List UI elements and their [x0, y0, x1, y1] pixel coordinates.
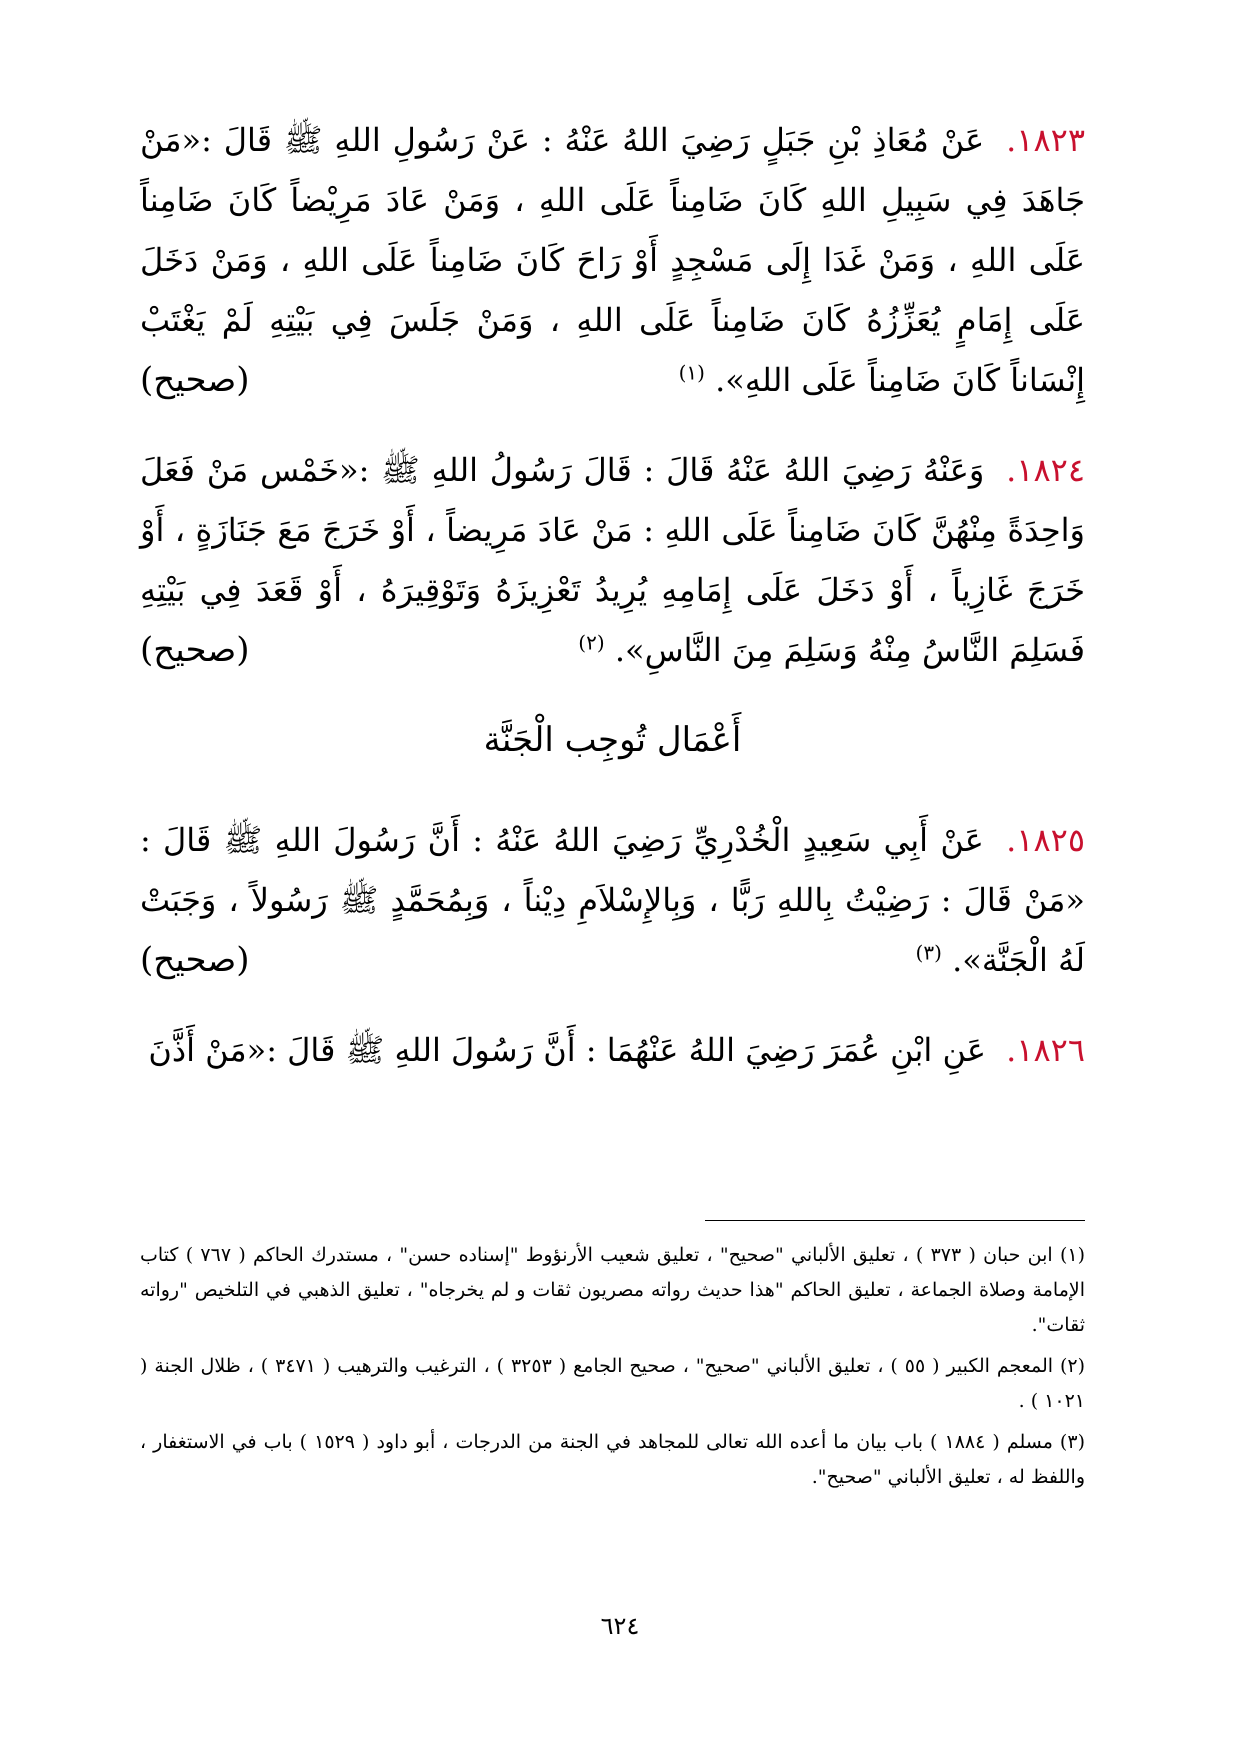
footnote-1: (١) ابن حبان ( ٣٧٣ ) ، تعليق الألباني "صحيح" ، تعليق شعيب الأرنؤوط "إسناده حسن" ، مستدرك الحاكم ( ٧٦٧ ) كتاب الإمامة وصلاة الجماعة ، تعليق الحاكم "هذا حديث رواته مصريون ثقات و لم يخرجاه" ، تعليق الذهبي في التلخيص "رواته ثقات". [140, 1244, 1085, 1336]
hadith-text: عَنْ مُعَاذِ بْنِ جَبَلٍ رَضِيَ اللهُ عَنْهُ : عَنْ رَسُولِ اللهِ ﷺ قَالَ :«مَنْ جَاهَدَ فِي سَبِيلِ اللهِ كَانَ ضَامِناً عَلَى اللهِ ، وَمَنْ عَادَ مَرِيْضاً كَانَ ضَامِناً عَلَى اللهِ ، وَمَنْ غَدَا إِلَى مَسْجِدٍ أَوْ رَاحَ كَانَ ضَامِناً عَلَى اللهِ ، وَمَنْ دَخَلَ عَلَى إِمَامٍ يُعَزِّزُهُ كَانَ ضَامِناً عَلَى اللهِ ، وَمَنْ جَلَسَ فِي بَيْتِهِ لَمْ يَغْتَبْ إِنْسَاناً كَانَ ضَامِناً عَلَى اللهِ». [140, 121, 1085, 399]
hadith-number: ١٨٢٥. [1006, 821, 1086, 859]
hadith-grade: (صحيح) [140, 360, 250, 400]
hadith-text: وَعَنْهُ رَضِيَ اللهُ عَنْهُ قَالَ : قَالَ رَسُولُ اللهِ ﷺ :«خَمْس مَنْ فَعَلَ وَاحِدَةً مِنْهُنَّ كَانَ ضَامِناً عَلَى اللهِ : مَنْ عَادَ مَرِيضاً ، أَوْ خَرَجَ مَعَ جَنَازَةٍ ، أَوْ خَرَجَ غَازِياً ، أَوْ دَخَلَ عَلَى إِمَامِهِ يُرِيدُ تَعْزِيزَهُ وَتَوْقِيرَهُ ، أَوْ قَعَدَ فِي بَيْتِهِ فَسَلِمَ النَّاسُ مِنْهُ وَسَلِمَ مِنَ النَّاسِ». [140, 451, 1085, 669]
footnote-ref[interactable]: (٢) [578, 630, 605, 655]
hadith-text: عَنِ ابْنِ عُمَرَ رَضِيَ اللهُ عَنْهُمَا : أَنَّ رَسُولَ اللهِ ﷺ قَالَ :«مَنْ أَذَّنَ [148, 1031, 986, 1069]
footnote-divider [705, 1220, 1085, 1221]
footnote-2: (٢) المعجم الكبير ( ٥٥ ) ، تعليق الألباني "صحيح" ، صحيح الجامع ( ٣٢٥٣ ) ، الترغيب والترهيب ( ٣٤٧١ ) ، ظلال الجنة ( ١٠٢١ ) . [140, 1355, 1085, 1412]
hadith-grade: (صحيح) [140, 630, 250, 670]
hadith-1826 [140, 1020, 1085, 1080]
hadith-1825 [140, 810, 1085, 990]
page-number: ٦٢٤ [600, 1612, 640, 1640]
section-title: أَعْمَال تُوجِب الْجَنَّة [483, 720, 742, 760]
page-body [140, 110, 1086, 1488]
hadith-grade: (صحيح) [140, 940, 250, 980]
footnotes [140, 1238, 1085, 1501]
footnote-3: (٣) مسلم ( ١٨٨٤ ) باب بيان ما أعده الله تعالى للمجاهد في الجنة من الدرجات ، أبو داود ( ١٥٢٩ ) باب في الاستغفار ، واللفظ له ، تعليق الألباني "صحيح". [140, 1431, 1085, 1488]
footnote-ref[interactable]: (٣) [915, 940, 942, 965]
hadith-number: ١٨٢٦. [1006, 1031, 1085, 1069]
footnote-ref[interactable]: (١) [678, 360, 705, 385]
hadith-1823 [140, 110, 1085, 410]
hadith-text: عَنْ أَبِي سَعِيدٍ الْخُدْرِيِّ رَضِيَ اللهُ عَنْهُ : أَنَّ رَسُولَ اللهِ ﷺ قَالَ : «مَنْ قَالَ : رَضِيْتُ بِاللهِ رَبًّا ، وَبِالإِسْلاَمِ دِيْناً ، وَبِمُحَمَّدٍ ﷺ رَسُولاً ، وَجَبَتْ لَهُ الْجَنَّة». [140, 821, 1086, 979]
hadith-1824 [140, 440, 1085, 680]
hadith-number: ١٨٢٣. [1006, 121, 1085, 159]
hadith-number: ١٨٢٤. [1006, 451, 1085, 489]
